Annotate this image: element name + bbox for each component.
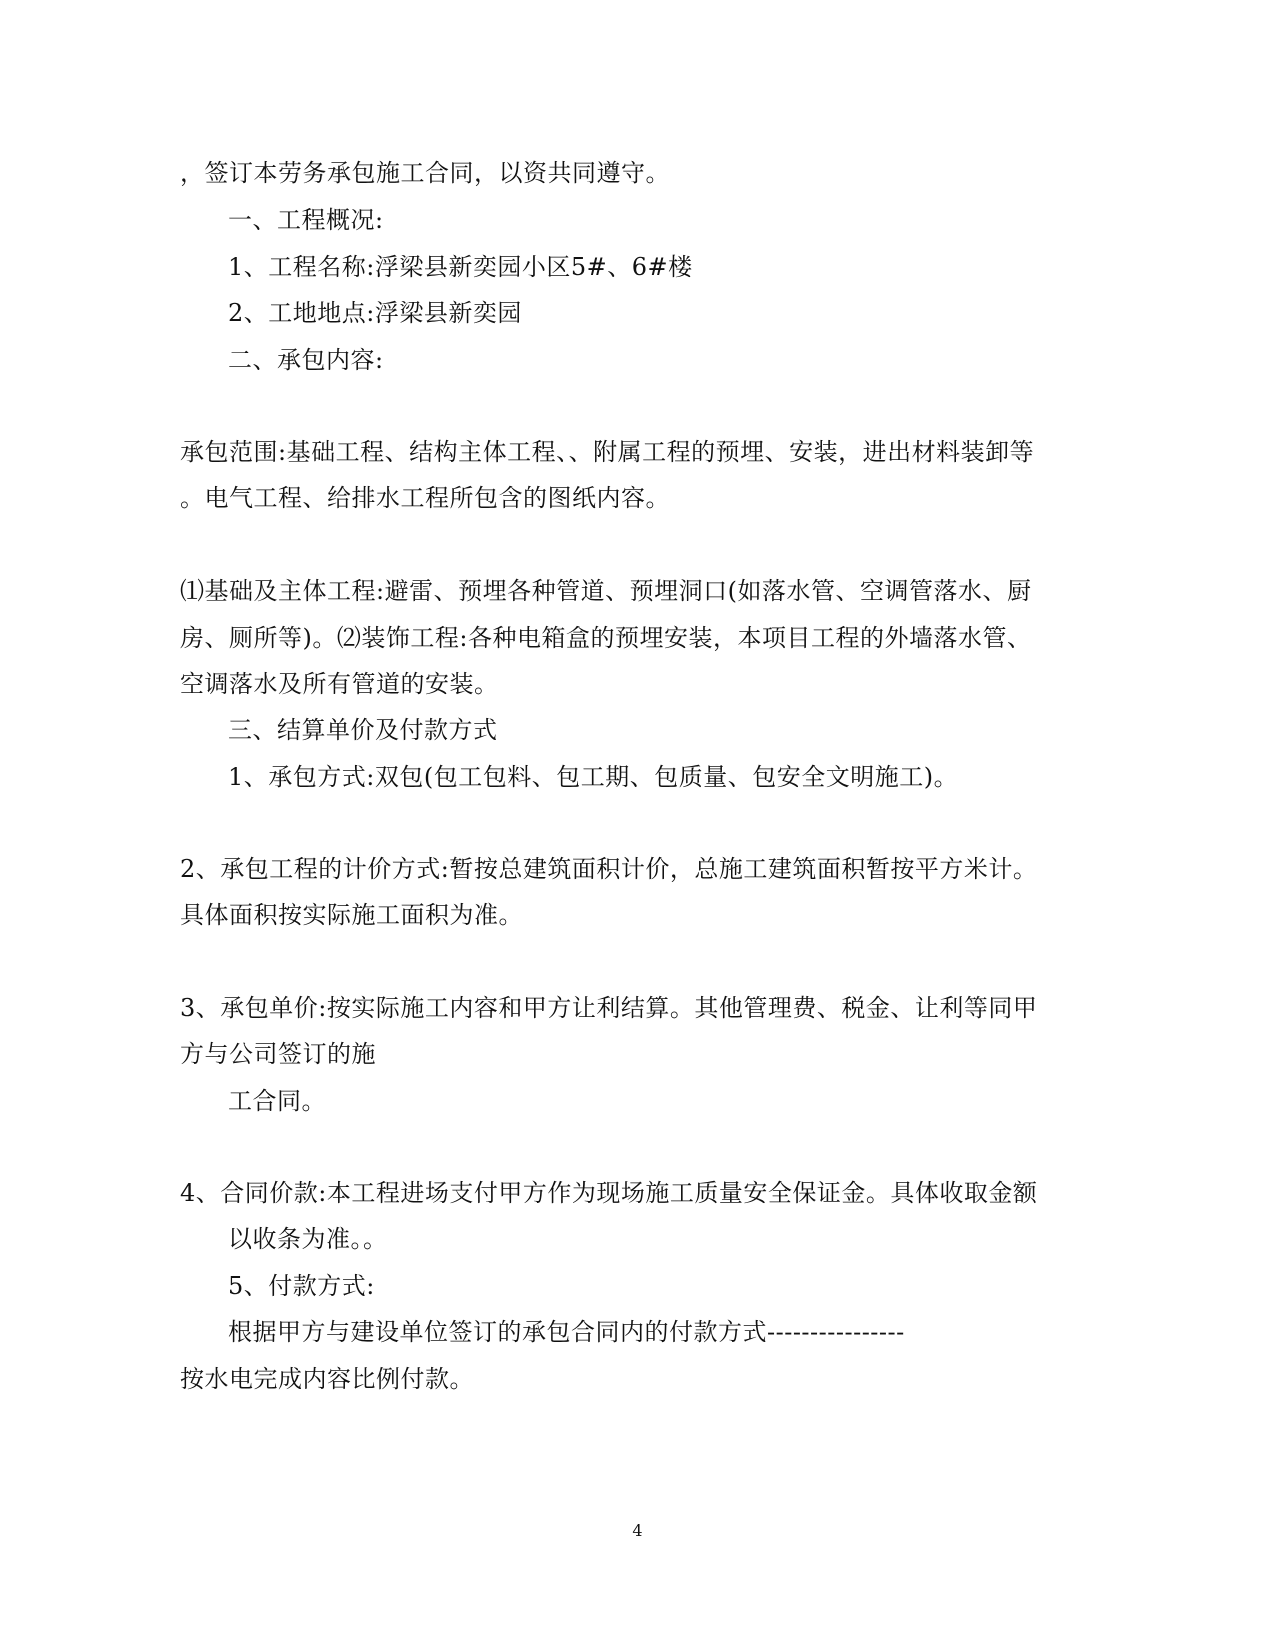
- text-line-17: 工合同。: [228, 1087, 326, 1115]
- section-heading-2: 二、承包内容:: [228, 346, 384, 374]
- text-line-22: 按水电完成内容比例付款。: [180, 1365, 474, 1393]
- text-line-8: ⑴基础及主体工程:避雷、预埋各种管道、预埋洞口(如落水管、空调管落水、厨: [180, 577, 1032, 605]
- text-line-1: ，签订本劳务承包施工合同，以资共同遵守。: [180, 159, 670, 187]
- text-line-10: 空调落水及所有管道的安装。: [180, 670, 499, 698]
- text-line-12: 1、承包方式:双包(包工包料、包工期、包质量、包安全文明施工)。: [228, 763, 959, 791]
- text-line-18: 4、合同价款:本工程进场支付甲方作为现场施工质量安全保证金。具体收取金额: [180, 1179, 1038, 1207]
- text-line-9: 房、厕所等)。⑵装饰工程:各种电箱盒的预埋安装，本项目工程的外墙落水管、: [180, 624, 1032, 652]
- text-line-14: 具体面积按实际施工面积为准。: [180, 901, 523, 929]
- text-line-15: 3、承包单价:按实际施工内容和甲方让利结算。其他管理费、税金、让利等同甲: [180, 994, 1038, 1022]
- page-number: 4: [632, 1521, 643, 1540]
- text-line-19: 以收条为准。。: [228, 1225, 388, 1253]
- text-line-6: 承包范围:基础工程、结构主体工程、、附属工程的预埋、安装，进出材料装卸等: [180, 438, 1035, 466]
- text-line-3: 1、工程名称:浮梁县新奕园小区5#、6#楼: [228, 253, 693, 281]
- text-line-4: 2、工地地点:浮梁县新奕园: [228, 299, 522, 327]
- text-line-13: 2、承包工程的计价方式:暂按总建筑面积计价，总施工建筑面积暂按平方米计。: [180, 855, 1038, 883]
- text-line-20: 5、付款方式:: [228, 1272, 375, 1300]
- text-line-16: 方与公司签订的施: [180, 1040, 376, 1068]
- text-line-7: 。电气工程、给排水工程所包含的图纸内容。: [180, 484, 670, 512]
- text-line-21: 根据甲方与建设单位签订的承包合同内的付款方式----------------: [228, 1318, 905, 1346]
- section-heading-3: 三、结算单价及付款方式: [228, 716, 498, 744]
- section-heading-1: 一、工程概况:: [228, 206, 384, 234]
